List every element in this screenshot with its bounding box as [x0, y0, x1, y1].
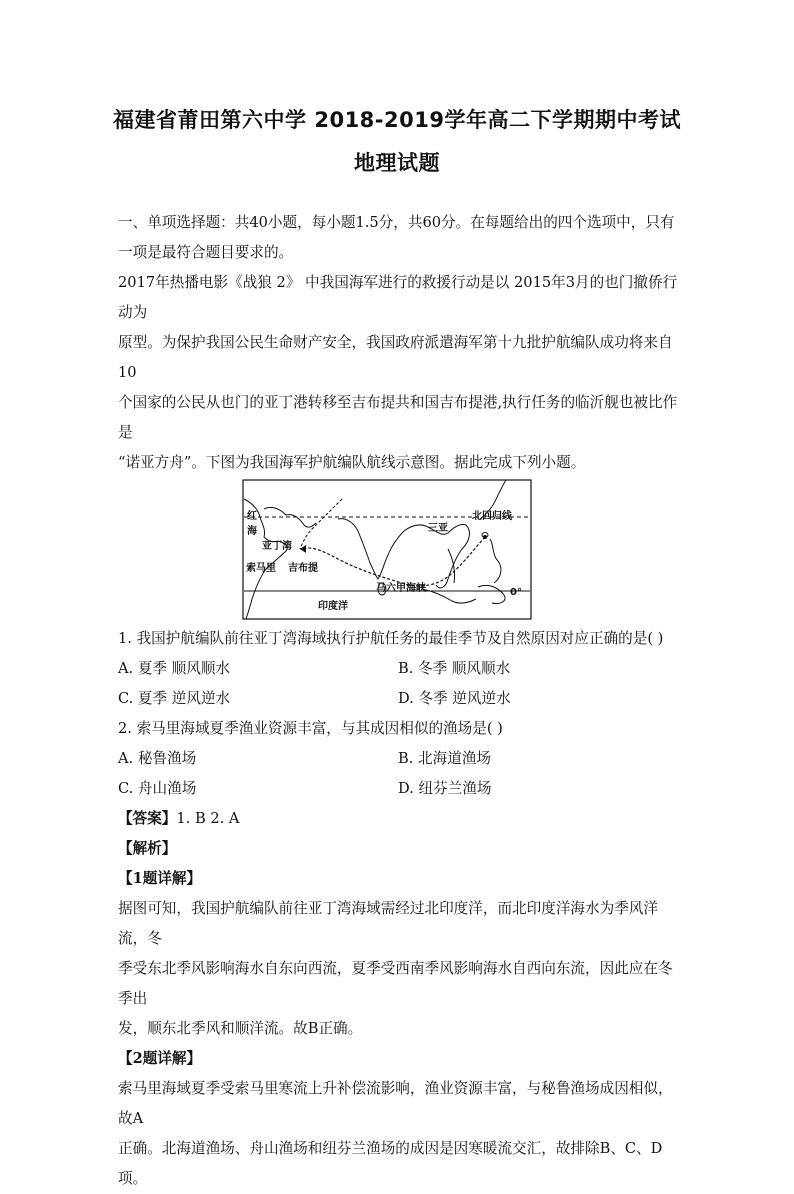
- title-line-2: 地理试题: [354, 151, 440, 175]
- q1-option-b: B. 冬季 顺风顺水: [398, 660, 511, 677]
- q1-options-row-2: [118, 684, 680, 714]
- label-sanya: 三亚: [428, 523, 448, 534]
- detail-2-line-1: 索马里海域夏季受索马里寒流上升补偿流影响，渔业资源丰富，与秘鲁渔场成因相似，故A: [118, 1080, 673, 1127]
- label-red-sea-1: 红: [247, 511, 257, 522]
- detail-1-line-3: 发，顺东北季风和顺洋流。故B正确。: [118, 1020, 363, 1037]
- q2-option-c: C. 舟山渔场: [118, 780, 197, 797]
- intro-line-3: 个国家的公民从也门的亚丁港转移至吉布提共和国吉布提港,执行任务的临沂舰也被比作是: [118, 394, 678, 441]
- intro-line-4: “诺亚方舟”。下图为我国海军护航编队航线示意图。据此完成下列小题。: [118, 454, 586, 471]
- q2-option-d: D. 纽芬兰渔场: [398, 780, 492, 797]
- sanya-dot-icon: [483, 535, 487, 539]
- answer-label: 【答案】: [118, 810, 177, 827]
- instructions-line-2: 一项是最符合题目要求的。: [118, 244, 294, 261]
- q2-options-row-1: [118, 744, 680, 774]
- title-line-1: 福建省莆田第六中学 2018-2019学年高二下学期期中考试: [113, 108, 681, 132]
- label-equator: 0°: [510, 587, 522, 598]
- detail-1-line-1: 据图可知，我国护航编队前往亚丁湾海域需经过北印度洋，而北印度洋海水为季风洋流，冬: [118, 900, 658, 947]
- q2-option-b: B. 北海道渔场: [398, 750, 491, 767]
- q2-options-row-2: [118, 774, 680, 804]
- label-red-sea-2: 海: [247, 526, 257, 537]
- q2-stem: 2. 索马里海域夏季渔业资源丰富，与其成因相似的渔场是( ): [118, 720, 503, 737]
- instructions-line-1: 一、单项选择题：共40小题，每小题1.5分，共60分。在每题给出的四个选项中，只有: [118, 214, 675, 231]
- detail-2-line-2: 正确。北海道渔场、舟山渔场和纽芬兰渔场的成因是因寒暖流交汇，故排除B、C、D项。: [118, 1140, 663, 1187]
- label-djibouti: 吉布提: [288, 563, 318, 574]
- q2-option-a: A. 秘鲁渔场: [118, 750, 197, 767]
- analysis-label: 【解析】: [118, 840, 177, 857]
- answer-value: 1. B 2. A: [176, 810, 240, 827]
- label-malacca: 马六甲海峡: [376, 583, 426, 594]
- detail-1-label: 【1题详解】: [118, 870, 202, 887]
- intro-line-2: 原型。为保护我国公民生命财产安全，我国政府派遣海军第十九批护航编队成功将来自10: [118, 334, 673, 381]
- label-indian-ocean: 印度洋: [318, 601, 348, 612]
- q1-option-d: D. 冬季 逆风逆水: [398, 690, 511, 707]
- answer-line: [118, 804, 680, 834]
- route-map: [118, 479, 680, 622]
- route-map-svg: [242, 479, 532, 620]
- detail-1-line-2: 季受东北季风影响海水自东向西流，夏季受西南季风影响海水自西向东流，因此应在冬季出: [118, 960, 673, 1007]
- label-tropic: 北回归线: [472, 511, 512, 522]
- detail-2-label: 【2题详解】: [118, 1050, 202, 1067]
- q1-stem: 1. 我国护航编队前往亚丁湾海域执行护航任务的最佳季节及自然原因对应正确的是( ): [118, 630, 664, 647]
- q1-option-c: C. 夏季 逆风逆水: [118, 690, 231, 707]
- q1-option-a: A. 夏季 顺风顺水: [118, 660, 231, 677]
- document-body: [118, 208, 680, 1194]
- q1-options-row-1: [118, 654, 680, 684]
- label-somalia: 索马里: [246, 563, 276, 574]
- intro-line-1: 2017年热播电影《战狼 2》 中我国海军进行的救援行动是以 2015年3月的也门撤侨行动为: [118, 274, 678, 321]
- label-gulf-of-aden: 亚丁湾: [262, 541, 292, 552]
